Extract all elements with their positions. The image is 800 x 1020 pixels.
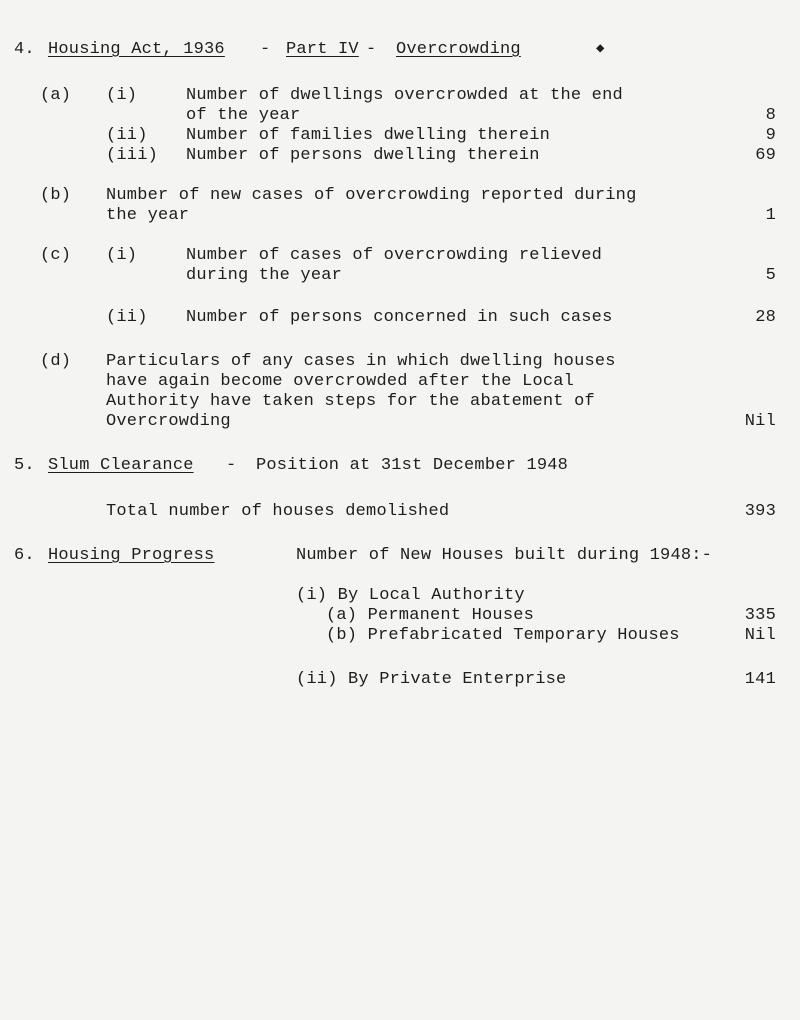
- section-5-title: Slum Clearance: [48, 456, 194, 475]
- section-4a-i-line-2: of the year: [186, 106, 301, 125]
- section-4d-line-1: Particulars of any cases in which dwelling houses: [106, 352, 616, 371]
- section-4a-ii-line-1: Number of families dwelling therein: [186, 126, 551, 145]
- section-6-b-value: Nil: [744, 626, 776, 645]
- section-4c-ii-value: 28: [755, 308, 776, 327]
- section-4a-iii-roman: (iii): [106, 146, 159, 165]
- section-4-title-dash-2: -: [366, 40, 377, 59]
- section-6-title: Housing Progress: [48, 546, 215, 565]
- section-4c-ii-roman: (ii): [106, 308, 148, 327]
- section-4-title-dash-1: -: [260, 40, 271, 59]
- section-4-number: 4.: [14, 40, 35, 59]
- section-4a-ii-roman: (ii): [106, 126, 148, 145]
- section-5-title-dash: -: [226, 456, 237, 475]
- section-4c-i-roman: (i): [106, 246, 138, 265]
- section-4b-label: (b): [40, 186, 72, 205]
- section-6-ii-value: 141: [744, 670, 776, 689]
- section-4b-line-1: Number of new cases of overcrowding reported during: [106, 186, 637, 205]
- section-4a-iii-line-1: Number of persons dwelling therein: [186, 146, 540, 165]
- section-4c-label: (c): [40, 246, 72, 265]
- section-6-a-line: (a) Permanent Houses: [326, 606, 535, 625]
- section-6-number: 6.: [14, 546, 35, 565]
- section-4a-i-roman: (i): [106, 86, 138, 105]
- section-5-value: 393: [744, 502, 776, 521]
- section-4a-i-line-1: Number of dwellings overcrowded at the end: [186, 86, 623, 105]
- section-6-intro: Number of New Houses built during 1948:-: [296, 546, 713, 565]
- section-5-line: Total number of houses demolished: [106, 502, 450, 521]
- section-6-ii-line: (ii) By Private Enterprise: [296, 670, 567, 689]
- section-6-i-label: (i) By Local Authority: [296, 586, 525, 605]
- section-4d-line-2: have again become overcrowded after the Local: [106, 372, 575, 391]
- section-4c-i-line-2: during the year: [186, 266, 343, 285]
- section-4-title-part: Part IV: [286, 40, 359, 59]
- section-4c-i-line-1: Number of cases of overcrowding relieved: [186, 246, 603, 265]
- section-4c-ii-line-1: Number of persons concerned in such cases: [186, 308, 613, 327]
- section-4-title-topic: Overcrowding: [396, 40, 521, 59]
- section-4b-value: 1: [765, 206, 776, 225]
- ink-speck: ◆: [596, 41, 605, 57]
- section-4c-i-value: 5: [765, 266, 776, 285]
- section-4a-label: (a): [40, 86, 72, 105]
- section-6-a-value: 335: [744, 606, 776, 625]
- section-5-number: 5.: [14, 456, 35, 475]
- section-4a-ii-value: 9: [765, 126, 776, 145]
- section-6-b-line: (b) Prefabricated Temporary Houses: [326, 626, 680, 645]
- section-4d-line-4: Overcrowding: [106, 412, 231, 431]
- section-4b-line-2: the year: [106, 206, 190, 225]
- section-5-subtitle: Position at 31st December 1948: [256, 456, 569, 475]
- section-4d-value: Nil: [744, 412, 776, 431]
- section-4d-line-3: Authority have taken steps for the abatement of: [106, 392, 595, 411]
- section-4a-iii-value: 69: [755, 146, 776, 165]
- section-4a-i-value: 8: [765, 106, 776, 125]
- section-4d-label: (d): [40, 352, 72, 371]
- section-4-title-act: Housing Act, 1936: [48, 40, 225, 59]
